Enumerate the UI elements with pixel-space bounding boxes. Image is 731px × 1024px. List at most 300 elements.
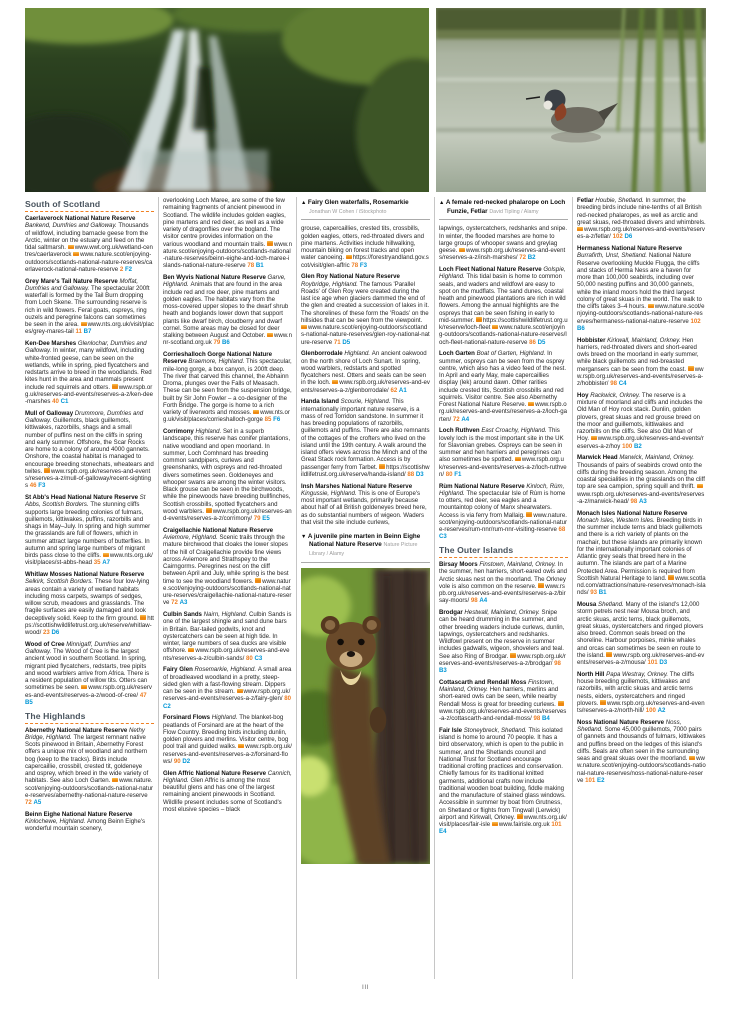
map-page-ref: 100 bbox=[622, 442, 633, 450]
map-grid-ref: E2 bbox=[597, 776, 605, 784]
caption-text: A female red-necked phalarope on Loch Funzie, Fetlar bbox=[445, 199, 566, 215]
reserve-description: overlooking Loch Maree, are some of the few remaining fragments of ancient pinewood in Scotland. The wildlife includes golden eagles, pine martens and red deer, as well as a wide variety of dragonflies over the bogland. The visitor centre provides information on the various woodland and mountain trails. bbox=[163, 197, 286, 248]
map-grid-ref: A7 bbox=[102, 559, 111, 567]
photo-credit: Nature Picture Library / Alamy bbox=[309, 542, 418, 558]
web-link-icon bbox=[577, 227, 583, 232]
map-page-ref: 11 bbox=[75, 328, 82, 336]
reserve-title: Birsay Moors bbox=[439, 561, 480, 569]
reserve-location: Golspie, Highland. bbox=[439, 266, 566, 281]
map-page-ref: 71 bbox=[333, 338, 341, 346]
map-grid-ref: D3 bbox=[659, 659, 668, 666]
web-link-icon bbox=[237, 689, 243, 694]
reserve-entry bbox=[577, 454, 706, 505]
reserve-url: www.nature.scot/enjoying-outdoors/scotlands-national-nature-reserves/craigellachie-national-nature-reserve bbox=[163, 577, 292, 607]
reserve-description: The cliffs house breeding guillemots, kittiwakes and razorbills, with arctic skuas and arctic terns nests, eiders, oystercatchers and ringed plovers. bbox=[577, 670, 695, 707]
map-page-ref: 98 bbox=[554, 659, 561, 667]
map-page-ref: 98 bbox=[533, 715, 541, 723]
reserve-location: Shetland. bbox=[598, 601, 626, 608]
reserve-location: Stoneybreck, Shetland. bbox=[463, 726, 529, 734]
column-2 bbox=[158, 197, 296, 979]
map-page-ref: 40 bbox=[52, 398, 59, 405]
map-page-ref: 72 bbox=[519, 254, 527, 262]
reserve-location: Nethy Bridge, Highland. bbox=[25, 726, 145, 741]
web-link-icon bbox=[188, 648, 194, 653]
reserve-entry bbox=[301, 483, 430, 527]
reserve-entry bbox=[25, 410, 154, 490]
reserve-title: Noss National Nature Reserve bbox=[577, 718, 666, 726]
section-heading: South of Scotland bbox=[25, 199, 154, 212]
reserve-location: Kirkwall, Mainland, Orkney. bbox=[607, 336, 683, 344]
reserve-title: Culbin Sands bbox=[163, 611, 204, 618]
reserve-title: Fetlar bbox=[577, 197, 596, 204]
reserve-entry bbox=[163, 428, 292, 522]
photo-credit: Jonathan W Cohen / iStockphoto bbox=[309, 208, 387, 215]
reserve-description: Scenic trails through the mature birchwood that cloaks the lower slopes of the hill of Craigellachie provide fine views across Aviemore and Strathspey to the Cairngorms. Peregrines nest on the cliff between April and July, while spring is the best time to see the woodland flowers. bbox=[163, 534, 289, 585]
map-grid-ref: D3 bbox=[415, 470, 424, 478]
web-link-icon bbox=[688, 366, 694, 371]
reserve-location: Finstown, Mainland, Orkney. bbox=[479, 561, 558, 569]
reserve-entry bbox=[25, 727, 154, 807]
reserve-title: Cottascarth and Rendall Moss bbox=[439, 678, 529, 686]
web-link-icon bbox=[346, 255, 352, 260]
web-link-icon bbox=[526, 512, 532, 517]
reserve-title: Glen Roy National Nature Reserve bbox=[301, 273, 400, 281]
reserve-description: Glen Affric is among the most beautiful glens and has one of the largest remaining ancient pinewoods in Scotland. Wildlife present includes some of Scotland's most elusive species – black bbox=[163, 776, 282, 813]
reserve-description: The reserve is a mixture of moorland and cliffs and includes the Old Man of Hoy rock stack. Dunlin, golden plovers, great skuas and red grouse breed on the moor and guillemots, kittiwakes and razorbills on the cliffs. See also Old Man of Hoy. bbox=[577, 391, 703, 443]
map-page-ref: 90 bbox=[173, 757, 181, 765]
web-link-icon bbox=[510, 653, 516, 658]
reserve-entry bbox=[301, 350, 430, 394]
reserve-url: www.rspb.org.uk/reserves-and-events/reserves-a-z/forsinard-flows/ bbox=[163, 743, 292, 765]
phalarope-illustration bbox=[436, 8, 706, 192]
map-page-ref: 78 bbox=[247, 262, 255, 270]
reserve-location: Scourie, Highland. bbox=[340, 398, 393, 406]
reserve-title: Wood of Cree bbox=[25, 640, 67, 648]
web-link-icon bbox=[538, 583, 544, 588]
reserve-title: Corrieshalloch Gorge National Nature Reserve bbox=[163, 351, 273, 366]
reserve-description: This tidal basin is home to common seals, and waders and wildfowl are easy to spot on the mudflats. The sand dunes, coastal heath and pinewood plantations are rich in wild flowers. Among the annual highlights are the ospreys that can be seen fishing in early to mid-summer. bbox=[439, 273, 566, 324]
reserve-title: Rùm National Nature Reserve bbox=[439, 482, 527, 490]
reserve-location: Highland. bbox=[195, 428, 223, 435]
reserve-location: Garve, Highland. bbox=[163, 274, 286, 289]
reserve-description: An ancient oakwood on the north shore of Loch Sunart. In spring, wood warblers, redstarts and spotted flycatchers nest. Otters and seals can be seen in the loch. bbox=[301, 350, 427, 387]
map-page-ref: 2 bbox=[119, 265, 124, 273]
map-page-ref: 80 bbox=[245, 654, 253, 662]
reserve-url: www.nature.scot/enjoying-outdoors/scotlands-national-nature-reserves/caerlaverock-national-nature-reserve bbox=[25, 251, 153, 273]
reserve-title: Forsinard Flows bbox=[163, 714, 212, 722]
reserve-title: Whitlaw Mosses National Nature Reserve bbox=[25, 571, 145, 578]
web-link-icon bbox=[112, 778, 118, 783]
reserve-entry bbox=[577, 601, 706, 666]
caption-arrow-up-icon: ▲ bbox=[439, 200, 446, 206]
reserve-entry bbox=[163, 714, 292, 765]
map-page-ref: 78 bbox=[351, 261, 359, 269]
reserve-title: Handa Island bbox=[301, 398, 341, 406]
reserve-title: Ken-Dee Marshes bbox=[25, 340, 78, 347]
reserve-title: Hoy bbox=[577, 391, 591, 399]
map-grid-ref: D5 bbox=[342, 338, 351, 346]
web-link-icon bbox=[459, 248, 465, 253]
reserve-entry bbox=[163, 666, 292, 710]
reserve-url: www.rspb.org.uk/reserves-and-events/reserves-a-z/corrimony/ bbox=[163, 507, 292, 522]
map-page-ref: 93 bbox=[590, 589, 598, 597]
map-grid-ref: A4 bbox=[461, 415, 470, 423]
reserve-description: Animals that are found in the area include red and roe deer, pine martens and golden eagles. The habitats vary from the moss-covered upper slopes to the dwarf shrub heath and boglands lower down that support plants like dwarf birch, cloudberry and dwarf cornel. Some areas may be closed for deer stalking between August and October. bbox=[163, 281, 289, 339]
reserve-location: Nairn, Highland. bbox=[203, 611, 250, 618]
map-grid-ref: E5 bbox=[262, 515, 270, 522]
map-page-ref: 85 bbox=[264, 416, 272, 424]
web-link-icon bbox=[600, 700, 606, 705]
reserve-url: www.nts.org.uk/visit/places/corrieshalloch-gorge bbox=[163, 409, 290, 424]
reserve-url: www.nts.org.uk/visit/places/fair-isle bbox=[439, 813, 567, 829]
reserve-description: In summer, ospreys can be seen from the osprey centre, which also has a video feed of the nest. In April and early May, male capercaillies display (lek) around dawn. Other rarities include crested tits, Scottish crossbills and red squirrels. Visitor centre. See also Abernethy Forest National Nature Reserve. bbox=[439, 350, 567, 409]
web-link-icon bbox=[668, 575, 674, 580]
reserve-url: www.rspb.org.uk/reserves-and-events/reserves-a-z/loch-garten/ bbox=[439, 401, 568, 423]
map-page-ref: 68 bbox=[558, 526, 566, 534]
web-link-icon bbox=[689, 756, 695, 761]
reserve-location: Rackwick, Orkney. bbox=[590, 391, 642, 399]
page-number: III bbox=[362, 984, 369, 991]
web-link-icon bbox=[140, 615, 146, 620]
map-page-ref: 80 bbox=[284, 695, 292, 703]
reserve-title: North Hill bbox=[577, 670, 607, 678]
map-grid-ref: A3 bbox=[639, 497, 647, 505]
reserve-description: Many of the island's 12,000 storm petrels nest near Mousa broch, and arctic skuas, arctic terns, black guillemots, great skuas, oystercatchers and ringed plovers also breed. Common seals breed on the shoreline. Harbour porpoises, minke whales and orcas can sometimes be seen en route to the island. bbox=[577, 601, 704, 659]
reserve-location: Marwick, Mainland, Orkney. bbox=[619, 454, 695, 462]
reserve-entry bbox=[163, 770, 292, 814]
reserve-location: Selkirk, Scottish Borders. bbox=[25, 578, 95, 586]
map-grid-ref: C2 bbox=[163, 702, 171, 710]
reserve-entry bbox=[577, 671, 706, 715]
map-page-ref: 98 bbox=[610, 380, 617, 387]
reserve-url: www.nts.org.uk/visit/places/st-abbs-head bbox=[25, 552, 153, 567]
column-4 bbox=[434, 197, 572, 979]
map-page-ref: 79 bbox=[213, 339, 221, 347]
reserve-location: Cannich, Highland. bbox=[163, 769, 292, 784]
reserve-title: Beinn Eighe National Nature Reserve bbox=[25, 810, 133, 818]
reserve-location: Boat of Garten, Highland. bbox=[476, 350, 548, 358]
web-link-icon bbox=[301, 325, 307, 330]
reserve-location: Minnigaff, Dumfries and Galloway. bbox=[25, 640, 131, 655]
map-grid-ref: D6 bbox=[51, 629, 60, 636]
map-grid-ref: B2 bbox=[527, 254, 536, 262]
reserve-location: Bankend, Dumfries and Galloway. bbox=[25, 222, 119, 230]
reserve-description: This lovely loch is the most important site in the UK for Slavonian grebes. Ospreys can be seen in summer and hen harriers and peregrines can also sometimes be spotted. bbox=[439, 427, 564, 464]
map-grid-ref: B6 bbox=[221, 339, 230, 347]
web-link-icon bbox=[103, 553, 109, 558]
reserve-title: Hobbister bbox=[577, 336, 608, 344]
reserve-description: This internationally important nature reserve, is a mass of red Torridon sandstone. In summer it has breeding populations of razorbills, guillemots and puffins. There are also remnants of the cottages of the crofters who lived on the island until the 19th century. A walk around the island offers views across the Minch and of the Great Stack rock formation. Access is by passenger ferry from Tarbet. bbox=[301, 398, 430, 471]
reserve-location: Rosemarkie, Highland. bbox=[194, 666, 258, 674]
map-grid-ref: B5 bbox=[25, 698, 33, 706]
reserve-entry bbox=[25, 494, 154, 567]
reserve-location: Kinlochewe, Highland. bbox=[25, 818, 87, 825]
reserve-url: www.rspb.org.uk/reserves-and-events/reserves-a-z/glenborrodale/ bbox=[301, 379, 430, 394]
reserve-entry bbox=[439, 483, 568, 541]
reserve-title: Corrimony bbox=[163, 428, 196, 435]
reserve-url: www.scotland.com/attractions/nature-reserves/monach-islands/ bbox=[577, 574, 706, 597]
reserve-title: Monach Isles National Nature Reserve bbox=[577, 509, 688, 517]
reserve-entry bbox=[25, 278, 154, 336]
reserve-entry bbox=[25, 571, 154, 636]
reserve-url: www.rspb.org.uk/reserves-and-events/reserves-a-z/insh-marshes/ bbox=[439, 247, 566, 262]
map-grid-ref: A4 bbox=[479, 597, 488, 605]
reserve-url: www.nature.scot/enjoying-outdoors/scotlands-national-nature-reserves/glen-roy-national-nature-reserve bbox=[301, 324, 430, 346]
reserve-url: www.rspb.org.uk/reserves-and-events/reserves-a-z/brodgar/ bbox=[439, 652, 566, 667]
columns bbox=[25, 197, 706, 979]
map-grid-ref: F2 bbox=[124, 265, 133, 273]
reserve-url: www.rspb.org.uk/reserves-and-events/reserves-a-z/fairy-glen/ bbox=[163, 688, 291, 703]
web-link-icon bbox=[44, 468, 50, 473]
reserve-entry bbox=[577, 337, 706, 388]
reserve-description: Some 45,000 guillemots, 7000 pairs of gannets and thousands of fulmars, kittiwakes and puffins breed on the ledges of this island's cliffs. Seals are often seen in the surrounding seas and great skuas over the moorland. bbox=[577, 726, 706, 762]
reserve-title: Hermaness National Nature Reserve bbox=[577, 245, 682, 252]
map-grid-ref: B2 bbox=[633, 442, 642, 450]
reserve-description: Snipe can be heard drumming in the summer, and other breeding waders include curlews, dunlin, lapwings, oystercatchers and redshanks. Wildfowl present on the reserve in summer includes gadwalls, wigeon, shovelers and teal. See also Ring of Brodgar. bbox=[439, 609, 565, 660]
column-1 bbox=[25, 197, 158, 979]
reserve-url: www.rspb.org.uk/reserves-and-events/reserves-a-z/loch-ruthven/ bbox=[439, 456, 567, 478]
map-page-ref: 23 bbox=[42, 629, 50, 636]
reserve-title: Caerlaverock National Nature Reserve bbox=[25, 215, 136, 222]
web-link-icon bbox=[73, 252, 79, 257]
reserve-url: https://scottishwildlifetrust.org.uk/reserve/handa-island/ bbox=[301, 463, 430, 478]
reserve-title: Marwick Head bbox=[577, 454, 620, 462]
web-link-icon bbox=[591, 436, 597, 441]
map-grid-ref: B6 bbox=[577, 324, 585, 332]
reserve-entry bbox=[439, 427, 568, 478]
map-page-ref: 98 bbox=[630, 497, 638, 505]
reserve-description: The blanket-bog peatlands of Forsinard are at the heart of the Flow Country. Breeding birds including dunlin, golden plovers and merlins. Visitor centre, bog pool trail and guided walks. bbox=[163, 714, 289, 751]
web-link-icon bbox=[238, 744, 244, 749]
reserve-entry bbox=[25, 811, 154, 833]
web-link-icon bbox=[112, 384, 118, 389]
reserve-url: www.rspb.org.uk/reserves-and-events/reserves-a-z/marwick-head/ bbox=[577, 490, 705, 505]
reserve-description: The famous 'Parallel Roads' of Glen Roy were created during the last ice age when glaciers dammed the end of the glen and created a succession of lakes in it. The shorelines of these form the 'Roads' on the hillsides that can be seen from the viewpoint. bbox=[301, 280, 430, 324]
photo-row bbox=[25, 8, 706, 192]
reserve-title: Craigellachie National Nature Reserve bbox=[163, 526, 274, 534]
reserve-location: Glenlochar, Dumfries and Galloway. bbox=[25, 340, 147, 355]
reserve-url: www.rspb.org.uk/reserves-and-events/reserves-a-z/birsay-moors/ bbox=[439, 582, 566, 605]
map-grid-ref: F1 bbox=[454, 470, 462, 478]
map-page-ref: 101 bbox=[551, 821, 562, 829]
reserve-entry bbox=[577, 510, 706, 597]
reserve-title: Brodgar bbox=[439, 609, 465, 617]
reserve-entry bbox=[439, 561, 568, 605]
photo-credit: David Tipling / Alamy bbox=[489, 208, 539, 215]
reserve-location: Finstown, Mainland, Orkney. bbox=[439, 678, 555, 694]
reserve-title: Glen Affric National Nature Reserve bbox=[163, 769, 268, 777]
map-grid-ref: A1 bbox=[398, 386, 407, 394]
reserve-entry bbox=[439, 350, 568, 423]
photo-caption bbox=[439, 197, 568, 220]
reserve-title: Grey Mare's Tail Nature Reserve bbox=[25, 277, 120, 285]
photo-caption bbox=[301, 197, 430, 220]
reserve-location: Braemore, Highland. bbox=[188, 358, 247, 366]
map-page-ref: 101 bbox=[647, 659, 658, 666]
reserve-description: Thousands of wildfowl, including barnacle geese from the Arctic, winter on the estuary and feed on the tidal saltmarsh. bbox=[25, 222, 149, 251]
caption-arrow-down-icon: ▼ bbox=[301, 533, 308, 540]
map-grid-ref: C4 bbox=[618, 380, 627, 387]
reserve-description: Breeding birds in the summer include terns and black guillemots and there is a rich variety of plants on the machair, but these islands are primarily known for the internationally important colonies of Atlantic grey seals that breed here in the autumn. The islands are part of a Marine Protected Area. Permission is required from Scottish Natural Heritage to land. bbox=[577, 516, 703, 582]
web-link-icon bbox=[697, 484, 703, 489]
reserve-location: Highland. bbox=[211, 714, 240, 722]
reserve-entry bbox=[301, 273, 430, 346]
reserve-location: Noss, Shetland. bbox=[577, 718, 682, 733]
section-heading: The Highlands bbox=[25, 711, 154, 724]
reserve-entry bbox=[577, 245, 706, 332]
reserve-entry bbox=[439, 727, 568, 836]
reserve-url: www.rspb.org.uk/reserves-and-events/reserves-a-z/ken-dee-marshes bbox=[25, 383, 154, 405]
reserve-description: Hen harriers, red-throated divers and short-eared owls breed on the moorland in early summer, while black guillemots and red-breasted mergansers can be seen from the coast. bbox=[577, 336, 699, 373]
web-link-icon bbox=[648, 304, 654, 309]
reserve-description: Thousands of pairs of seabirds crowd onto the cliffs during the breeding season. Among the coastal specialities in the grasslands on the cliff top are sea campion, spring squill and thrift. bbox=[577, 461, 705, 491]
web-link-icon bbox=[206, 508, 212, 513]
reserve-description: Hen harriers, merlins and short-eared owls can be seen, while nearby Rendall Moss is great for breeding curlews. bbox=[439, 686, 559, 708]
reserve-description: National Nature Reserve overlooking Muckle Flugga, the cliffs and stacks of Herma Ness are a haven for more than 100,000 seabirds, including over 50,000 nesting puffins and 30,000 gannets, while the inland moors hold the third largest colony of great skuas in the world. The walk to the cliffs takes 3–4 hours. bbox=[577, 252, 702, 310]
map-page-ref: 79 bbox=[253, 515, 261, 522]
reserve-location: Hestwall, Mainland, Orkney. bbox=[464, 609, 542, 617]
reserve-title: Fairy Glen bbox=[163, 666, 195, 674]
reserve-description: grouse, capercaillies, crested tits, crossbills, golden eagles, otters, red-throated divers and pine martens. Activities include hillwalking, mountain biking on forest tracks and open water canoeing. bbox=[301, 225, 424, 262]
reserve-location: Roybridge, Highland. bbox=[301, 280, 360, 288]
web-link-icon bbox=[255, 578, 261, 583]
reserve-description: lapwings, oystercatchers, redshanks and snipe. In winter, the flooded marshes are home to large groups of whooper swans and greylag geese. bbox=[439, 225, 568, 255]
reserve-entry bbox=[577, 719, 706, 784]
reserve-entry bbox=[577, 392, 706, 450]
reserve-url: www.nnr-scotland.org.uk bbox=[163, 332, 292, 347]
reserve-title: Abernethy National Nature Reserve bbox=[25, 726, 129, 734]
reserve-entry bbox=[577, 197, 706, 241]
reserve-url: https://scottishwildlifetrust.org.uk/reserve/loch-fleet bbox=[439, 316, 568, 332]
reserve-location: Houbie, Shetland. bbox=[595, 197, 646, 204]
map-grid-ref: F3 bbox=[359, 261, 367, 269]
reserve-description: The spectacular 200ft waterfall is formed by the Tail Burn dropping from Loch Skene. The surrounding reserve is rich in wild flowers. Feral goats, ospreys, ring ouzels and peregrine falcons can sometimes be seen in the area. bbox=[25, 284, 150, 328]
reserve-title: Loch Garten bbox=[439, 350, 477, 358]
reserve-entry-continued bbox=[301, 225, 430, 269]
web-link-icon bbox=[528, 402, 534, 407]
reserve-url: www.rspb.org.uk/reserves-and-events/reserves-a-z/culbin-sands/ bbox=[163, 647, 290, 662]
web-link-icon bbox=[81, 322, 87, 327]
map-grid-ref: D2 bbox=[182, 757, 191, 765]
caption-arrow-up-icon: ▲ bbox=[301, 200, 308, 206]
reserve-entry bbox=[163, 527, 292, 607]
reserve-location: Drummore, Dumfries and Galloway. bbox=[25, 409, 144, 424]
reserve-url: www.nts.org.uk/visit/places/grey-mares-tail bbox=[25, 321, 154, 336]
web-link-icon bbox=[476, 317, 482, 322]
web-link-icon bbox=[332, 380, 338, 385]
waterfall-photo bbox=[25, 8, 429, 192]
map-grid-ref: F6 bbox=[273, 416, 281, 424]
reserve-location: Kingussie, Highland. bbox=[301, 489, 359, 497]
reserve-location: Monach Isles, Western Isles. bbox=[577, 516, 657, 524]
reserve-url: www.rspb.org.uk/reserves-and-events/reserves-a-z/hobbister/ bbox=[577, 365, 704, 387]
reserve-description: In winter, many wildfowl, including white-fronted geese, can be seen on the wetlands, while in spring, pied flycatchers and redstarts arrive to breed in the woodlands. Red kites hunt in the area and mammals present include red squirrels and otters. bbox=[25, 347, 152, 391]
reserve-url: www.rspb.org.uk/reserves-and-events/reserves-a-z/mull-of-galloway/recent-sightings bbox=[25, 467, 151, 490]
reserve-url: www.rspb.org.uk/reserves-and-events/reserves-a-z/wood-of-cree/ bbox=[25, 684, 152, 699]
reserve-title: Fair Isle bbox=[439, 726, 464, 734]
reserve-description: This isolated island is home to around 70 people. It has a bird observatory, which is open to the public in summer, and the Shetlands council and National Trust for Scotland encourage traditional crofting practices and conservation. Chiefly famous for its traditional knitted garments, additional crafts now include traditional wooden boat building, fiddle making and the manufacture of stained glass windows. Accessible in summer by boat from Grutness, on Shetland or flights from Tingwall (Lerwick) airport and Kirkwall, Orkney. bbox=[439, 726, 566, 821]
reserve-entry bbox=[25, 215, 154, 273]
web-link-icon bbox=[81, 685, 87, 690]
reserve-description: Among Beinn Eighe's wonderful mountain scenery, bbox=[25, 818, 146, 833]
reserve-url: www.fairisle.org.uk bbox=[498, 821, 550, 829]
reserve-description: Culbin Sands is one of the largest shingle and sand dune bars in Britain. Bar-tailed godwits, knot and oystercatchers can be seen at high tide. In winter, large numbers of sea ducks are visible offshore. bbox=[163, 611, 292, 655]
reserve-entry-continued bbox=[163, 197, 292, 270]
reserve-entry bbox=[25, 641, 154, 706]
reserve-entry bbox=[301, 398, 430, 478]
map-grid-ref: B4 bbox=[541, 715, 550, 723]
map-grid-ref: B1 bbox=[598, 589, 607, 597]
reserve-description: This is one of Europe's most important wetlands, primarily because about half of all British goldeneyes breed here, as do substantial numbers of wigeon. Waders that visit the site include curlews, bbox=[301, 489, 427, 526]
map-page-ref: 72 bbox=[171, 599, 178, 607]
reserve-entry bbox=[25, 340, 154, 405]
reserve-location: St Abbs, Scottish Borders. bbox=[25, 494, 146, 509]
reserve-entry bbox=[163, 274, 292, 347]
reserve-location: Moffat, Dumfries and Galloway. bbox=[25, 277, 139, 292]
map-page-ref: 46 bbox=[29, 482, 37, 490]
reserve-url: www.wwt.org.uk/wetland-centres/caerlaverock bbox=[25, 244, 153, 259]
reserve-url: www.nature.scot/enjoying-outdoors/scotlands-national-nature-reserves/loch-fleet-national-nature-reserve bbox=[439, 324, 567, 346]
web-link-icon bbox=[606, 652, 612, 657]
reserve-title: Loch Fleet National Nature Reserve bbox=[439, 266, 544, 274]
caption-text: A juvenile pine marten in Beinn Eighe National Nature Reserve bbox=[307, 532, 421, 549]
reserve-url: www.nature.scot/enjoying-outdoors/scotlands-national-nature-reserves/beinn-eighe-and-loch-maree-islands-national-nature-reserve bbox=[163, 240, 292, 270]
reserve-description: Guillemots, black guillemots, kittiwakes, razorbills, shags and a small number of puffins nest on the cliffs in spring and early summer. Offshore, the Scar Rocks are home to a colony of around 4000 gannets. Onshore, the coastal habitat is managed to encourage breeding stonechats, wheatears and twites. bbox=[25, 417, 154, 475]
map-grid-ref: B1 bbox=[255, 262, 264, 270]
web-link-icon bbox=[492, 325, 498, 330]
map-page-ref: 102 bbox=[612, 233, 623, 241]
photo-caption bbox=[301, 531, 430, 563]
map-grid-ref: D5 bbox=[537, 338, 546, 346]
map-grid-ref: E4 bbox=[439, 828, 447, 836]
web-link-icon bbox=[558, 701, 564, 706]
waterfall-illustration bbox=[25, 8, 429, 192]
web-link-icon bbox=[492, 822, 498, 827]
reserve-entry bbox=[439, 266, 568, 346]
reserve-url: www.nature.scot/enjoying-outdoors/scotlands-national-nature-reserves/hermaness-national-nature-reserve bbox=[577, 303, 705, 325]
reserve-url: www.nature.scot/enjoying-outdoors/scotlands-national-nature-reserves/abernethy-national-nature-reserve bbox=[25, 777, 154, 799]
caption-text: Fairy Glen waterfalls, Rosemarkie bbox=[307, 199, 409, 206]
web-link-icon bbox=[267, 333, 273, 338]
reserve-description: The stunning cliffs supports large breeding colonies of fulmars, guillemots, kittiwakes, puffins, razorbills and shags in May–July. In spring and high summer the grasslands are full of flowers, which in summer attract large numbers of butterflies. In autumn and spring large numbers of migrant birds pass close to the cliffs. bbox=[25, 501, 151, 559]
map-page-ref: 100 bbox=[645, 707, 656, 714]
reserve-title: Glenborrodale bbox=[301, 350, 345, 358]
map-page-ref: 47 bbox=[139, 691, 147, 699]
reserve-url: https://scottishwildlifetrust.org.uk/reserve/whitlaw-wood/ bbox=[25, 614, 154, 636]
reserve-location: Aviemore, Highland. bbox=[163, 534, 220, 541]
reserve-entry-continued bbox=[439, 225, 568, 261]
map-page-ref: 80 bbox=[445, 470, 453, 478]
map-page-ref: 98 bbox=[470, 597, 478, 605]
map-page-ref: 88 bbox=[407, 470, 415, 478]
reserve-url: www.rspb.org.uk/reserves-and-events/reserves-a-z/north-hill/ bbox=[577, 699, 705, 714]
reserve-location: Burrafirth, Unst, Shetland. bbox=[577, 252, 649, 260]
reserve-description: These four low-lying areas contain a variety of wetland habitats including moss carpets, swamps of sedges, willow scrub, meadows and grasslands. The fragile surfaces are easily damaged and look deceptively solid. Keep to the firm ground. bbox=[25, 578, 150, 622]
web-link-icon bbox=[515, 457, 521, 462]
map-grid-ref: A5 bbox=[33, 799, 42, 806]
reserve-url: www.rspb.org.uk/reserves-and-events/reserves-a-z/cottascarth-and-rendall-moss/ bbox=[439, 707, 567, 723]
reserve-url: www.nature.scot/enjoying-outdoors/scotlands-national-nature-reserves/noss-national-nature-reserve bbox=[577, 755, 706, 784]
map-page-ref: 35 bbox=[93, 559, 101, 567]
map-grid-ref: C1 bbox=[60, 398, 69, 405]
map-grid-ref: A2 bbox=[657, 707, 666, 714]
reserve-location: Papa Westray, Orkney. bbox=[606, 670, 670, 678]
reserve-title: St Abb's Head National Nature Reserve bbox=[25, 494, 140, 501]
reserve-url: www.rspb.org.uk/reserves-and-events/reserves-a-z/fetlar/ bbox=[577, 226, 705, 241]
reserve-description: The largest remnant native Scots pinewood in Britain, Abernethy Forest offers a unique mix of woodland and northern bog (keep to the tracks). Birds include capercaillie, crossbill, crested tit, goldeneye and osprey, which breed in the wide variety of habitats. See also Loch Garten. bbox=[25, 733, 149, 785]
map-page-ref: 101 bbox=[585, 776, 596, 784]
reserve-title: Loch Ruthven bbox=[439, 427, 482, 435]
